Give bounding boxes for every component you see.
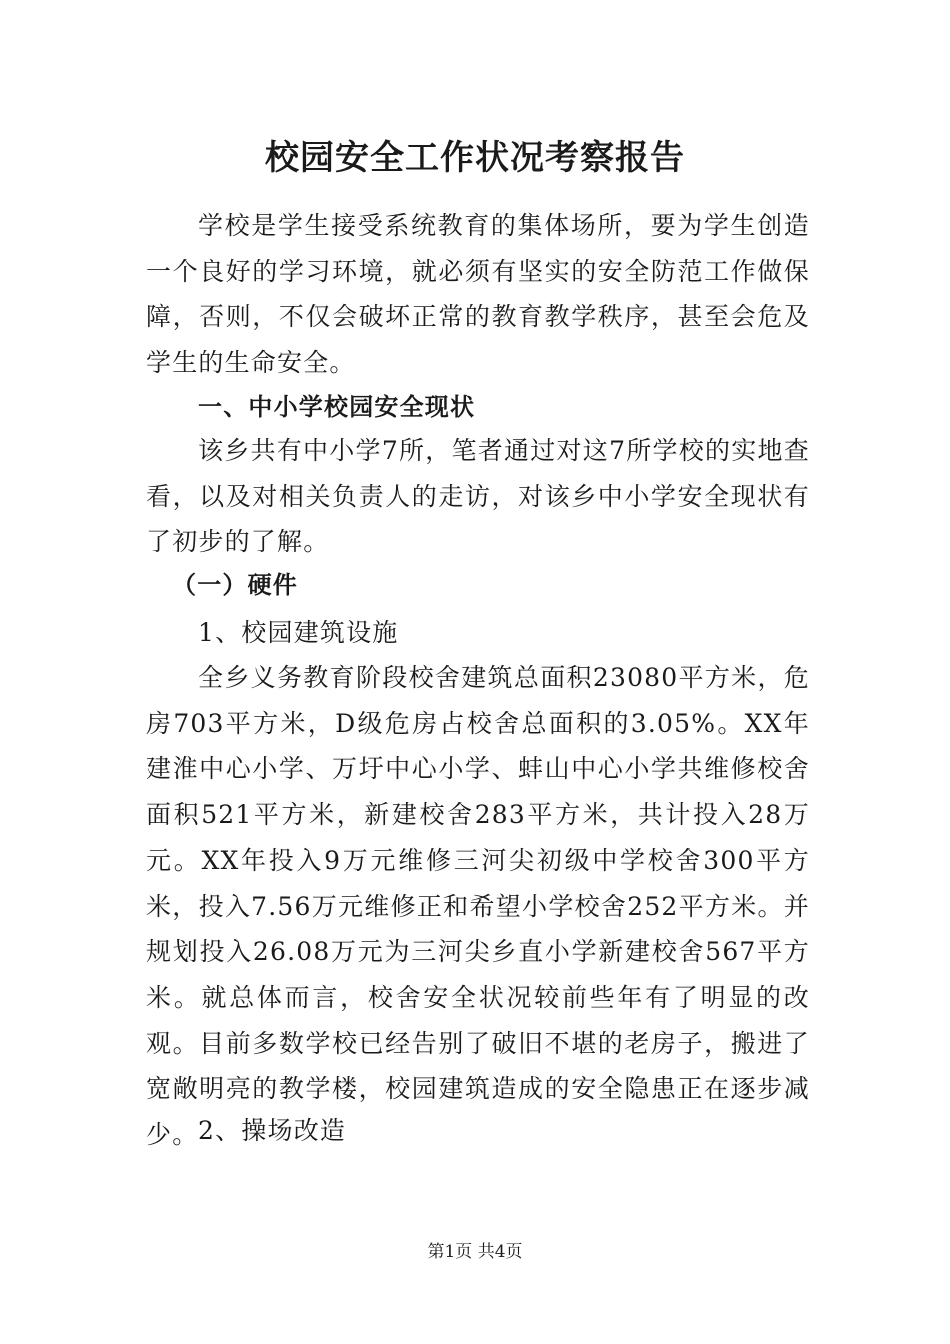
- buildings-paragraph: 全乡义务教育阶段校舍建筑总面积23080平方米，危房703平方米，D级危房占校舍总面积的3.05%。XX年建淮中心小学、万圩中心小学、蚌山中心小学共维修校舍面积521平方米，新建校舍283平方米，共计投入28万元。XX年投入9万元维修三河尖初级中学校舍300平方米，投入7.56万元维修正和希望小学校舍252平方米。并规划投入26.08万元为三河尖乡直小学新建校舍567平方米。就总体而言，校舍安全状况较前些年有了明显的改观。目前多数学校已经告别了破旧不堪的老房子，搬进了宽敞明亮的教学楼，校园建筑造成的安全隐患正在逐步减少。: [146, 663, 810, 1150]
- intro-paragraph: 学校是学生接受系统教育的集体场所，要为学生创造一个良好的学习环境，就必须有坚实的安全防范工作做保障，否则，不仅会破坏正常的教育教学秩序，甚至会危及学生的生命安全。: [146, 211, 810, 377]
- page-number-footer: 第1页 共4页: [427, 1242, 523, 1262]
- subsection-heading-hardware: （一）硬件: [172, 571, 298, 599]
- item-heading-buildings: 1、校园建筑设施: [198, 618, 399, 647]
- document-title: 校园安全工作状况考察报告: [265, 138, 685, 178]
- section-heading-safety-status: 一、中小学校园安全现状: [198, 393, 476, 421]
- survey-paragraph: 该乡共有中小学7所，笔者通过对这7所学校的实地查看，以及对相关负责人的走访，对该乡中小学安全现状有了初步的了解。: [146, 436, 810, 556]
- item-heading-playground: 2、操场改造: [198, 1116, 347, 1145]
